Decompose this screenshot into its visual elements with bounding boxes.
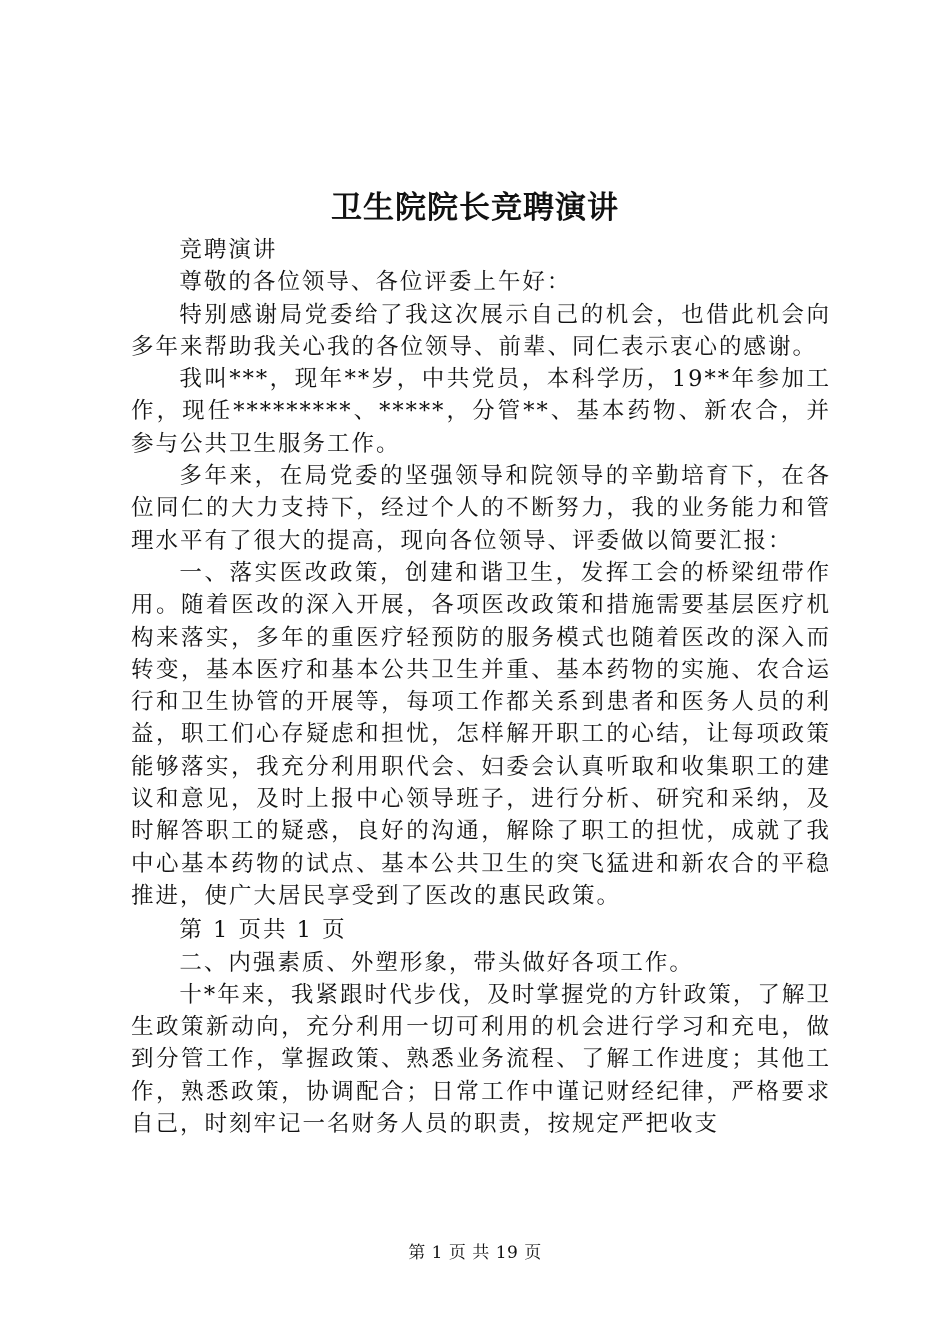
paragraph-greeting: 尊敬的各位领导、各位评委上午好： bbox=[179, 269, 572, 296]
paragraph-heading: 竞聘演讲 bbox=[179, 237, 278, 263]
paragraph-self-intro: 我叫***，现年**岁，中共党员，本科学历，19**年参加工作，现任*********、*****，分管**、基本药物、新农合，并参与公共卫生服务工作。 bbox=[131, 366, 831, 457]
paragraph-section-one: 一、落实医改政策，创建和谐卫生，发挥工会的桥梁纽带作用。随着医改的深入开展，各项医改政策和措施需要基层医疗机构来落实，多年的重医疗轻预防的服务模式也随着医改的深入而转变，基本医疗和基本公共卫生并重、基本药物的实施、农合运行和卫生协管的开展等，每项工作都关系到患者和医务人员的利益，职工们心存疑虑和担忧，怎样解开职工的心结，让每项政策能够落实，我充分利用职代会、妇委会认真听取和收集职工的建议和意见，及时上报中心领导班子，进行分析、研究和采纳，及时解答职工的疑惑，良好的沟通，解除了职工的担忧，成就了我中心基本药物的试点、基本公共卫生的突飞猛进和新农合的平稳推进，使广大居民享受到了医改的惠民政策。 bbox=[131, 559, 831, 909]
paragraph-section-two-body: 十*年来，我紧跟时代步伐，及时掌握党的方针政策，了解卫生政策新动向，充分利用一切可利用的机会进行学习和充电，做到分管工作，掌握政策、熟悉业务流程、了解工作进度；其他工作，熟悉政策，协调配合；日常工作中谨记财经纪律，严格要求自己，时刻牢记一名财务人员的职责，按规定严把收支 bbox=[131, 981, 831, 1138]
document-title: 卫生院院长竞聘演讲 bbox=[331, 190, 619, 226]
paragraph-thanks: 特别感谢局党委给了我这次展示自己的机会，也借此机会向多年来帮助我关心我的各位领导、前辈、同仁表示衷心的感谢。 bbox=[131, 301, 831, 360]
paragraph-section-two-heading: 二、内强素质、外塑形象，带头做好各项工作。 bbox=[179, 949, 694, 976]
document-body bbox=[131, 234, 831, 1140]
inline-page-marker: 第 1 页共 1 页 bbox=[179, 917, 347, 944]
paragraph-summary-intro: 多年来，在局党委的坚强领导和院领导的辛勤培育下，在各位同仁的大力支持下，经过个人的不断努力，我的业务能力和管理水平有了很大的提高，现向各位领导、评委做以简要汇报： bbox=[131, 463, 831, 554]
page-footer: 第 1 页 共 19 页 bbox=[408, 1243, 542, 1263]
